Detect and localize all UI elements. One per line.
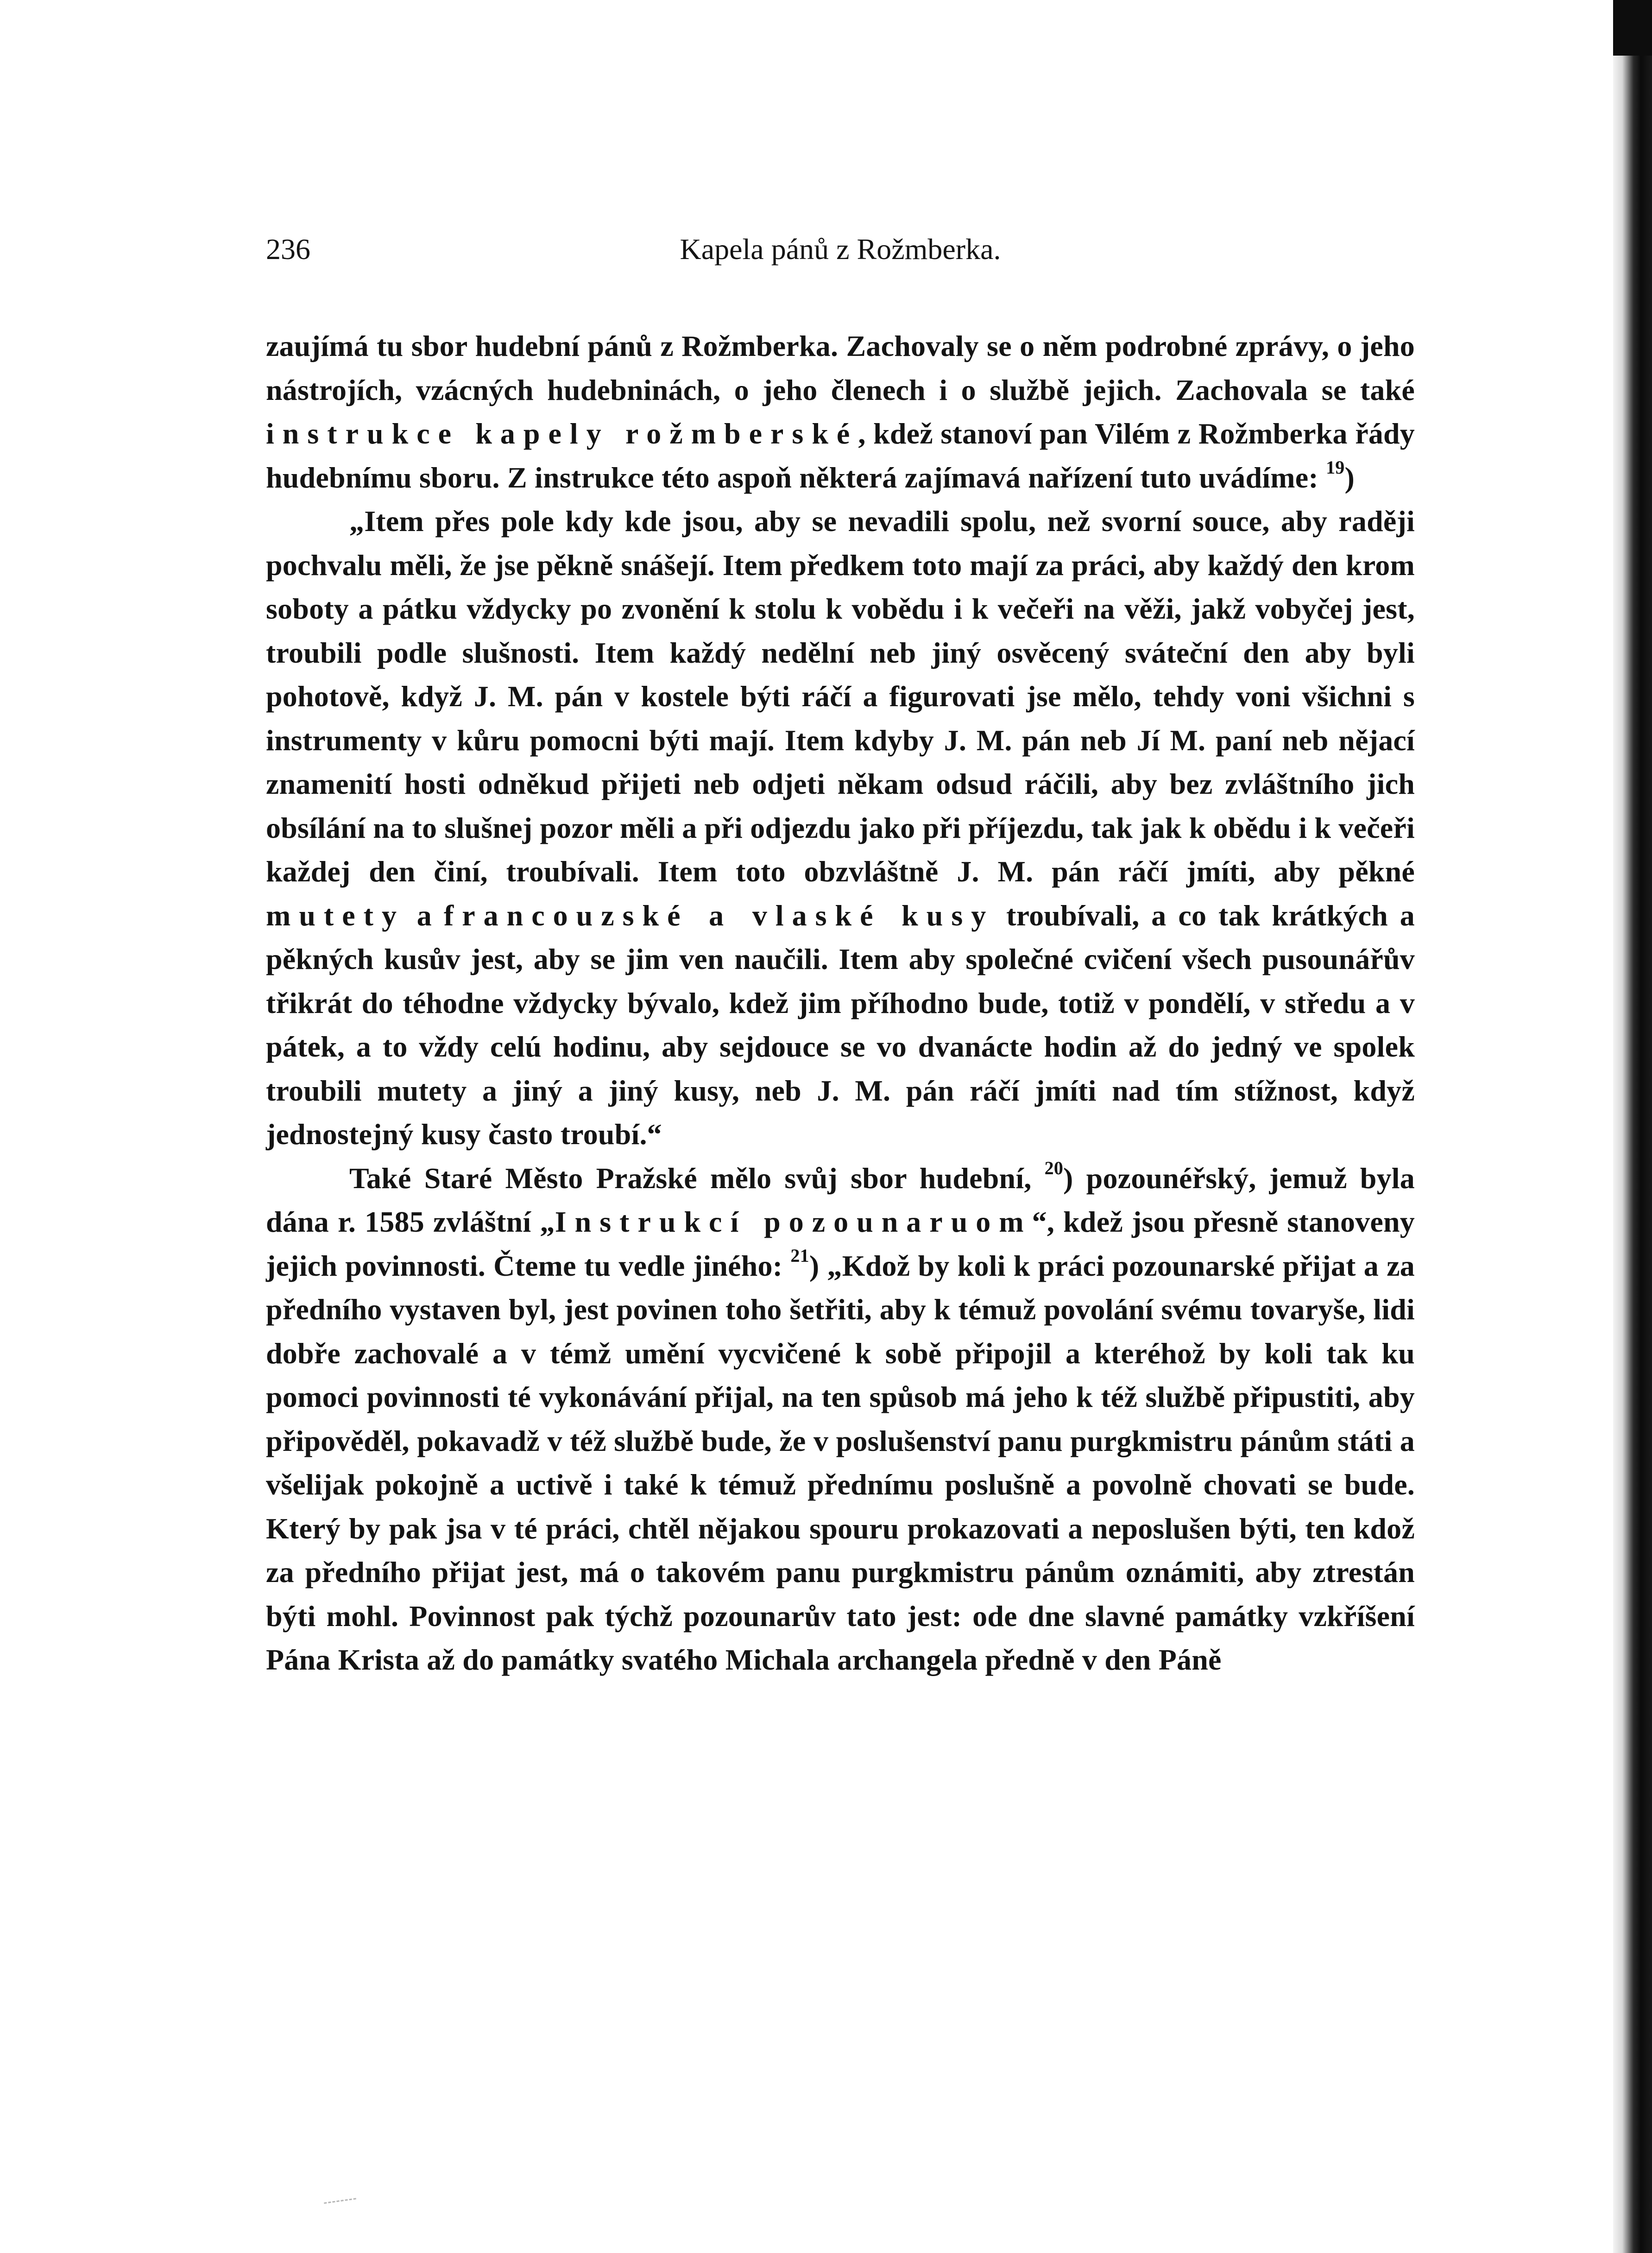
paragraph-3-text-3: “, kdež jsou přesně stanoveny jejich povinnosti. Čteme tu vedle jiného:	[266, 1205, 1415, 1282]
paragraph-2-text-3: troubívali, a co tak krátkých a pěkných kusův jest, aby se jim ven naučili. Item aby společné cvičení všech pusounářův třikrát do téhodne vždycky bývalo, kdež jim příhodno bude, totiž v pondělí, v středu a v pátek, a to vždy celú hodinu, aby sejdouce se vo dvanácte hodin až do jedný ve spolek troubili mutety a jiný a jiný kusy, neb J. M. pán ráčí jmíti nad tím stížnost, když jednostejný kusy často troubí.“	[266, 899, 1415, 1151]
page-number: 236	[266, 233, 310, 266]
paragraph-2-text-1: „Item přes pole kdy kde jsou, aby se nevadili spolu, než svorní souce, aby raději pochvalu měli, že jse pěkně snášejí. Item předkem toto mají za práci, aby každý den krom soboty a pátku vždycky po zvonění k stolu k vobědu i k večeři na věži, jakž vobyčej jest, troubili podle slušnosti. Item každý nedělní neb jiný osvěcený sváteční den aby byli pohotově, když J. M. pán v kostele býti ráčí a figurovati jse mělo, tehdy voni všichni s instrumenty v kůru pomocni býti mají. Item kdyby J. M. pán neb Jí M. paní neb nějací znamenití hosti odněkud přijeti neb odjeti někam odsud ráčili, aby bez zvláštního jich obsílání na to slušnej pozor měli a při odjezdu jako při příjezdu, tak jak k obědu i k večeři každej den činí, troubívali. Item toto obzvláštně J. M. pán ráčí jmíti, aby pěkné	[266, 505, 1415, 888]
paragraph-2-text-2: a	[404, 899, 444, 932]
emphasis-instrukci-pozounaruom: Instrukcí pozounaruom	[555, 1205, 1032, 1238]
footnote-paren-21: )	[809, 1249, 820, 1282]
running-title: Kapela pánů z Rožmberka.	[680, 233, 1001, 266]
running-head	[266, 231, 1415, 268]
page-edge-corner	[1613, 0, 1652, 56]
page-edge-shadow	[1613, 0, 1652, 2253]
body-text	[266, 324, 1415, 1682]
footnote-ref-21: 21	[790, 1245, 809, 1266]
paragraph-1-text-1: zaujímá tu sbor hudební pánů z Rožmberka. Zachovaly se o něm podrobné zprávy, o jeho nástrojích, vzácných hudebninách, o jeho členech i o službě jejich. Zachovala se také	[266, 329, 1415, 406]
ink-smudge	[324, 2198, 357, 2210]
paragraph-2-quote	[266, 500, 1415, 1157]
paragraph-3-text-1: Také Staré Město Pražské mělo svůj sbor hudební,	[349, 1161, 1045, 1195]
paragraph-1-text-2: , kdež stanoví pan Vilém z Rožmberka řády hudebnímu sboru. Z instrukce této aspoň některá zajímavá nařízení tuto uvádíme:	[266, 417, 1415, 494]
footnote-ref-19: 19	[1326, 456, 1345, 478]
footnote-paren-19: )	[1344, 461, 1355, 494]
emphasis-mutety: mutety	[266, 899, 405, 932]
paragraph-3-text-2: pozounéřský, jemuž byla dána r. 1585 zvláštní „	[266, 1161, 1415, 1238]
paragraph-1	[266, 324, 1415, 500]
paragraph-3-text-4: „Kdož by koli k práci pozounarské přijat a za předního vystaven byl, jest povinen toho šetřiti, aby k témuž povolání svému tovaryše, lidi dobře zachovalé a v témž umění vycvičené k sobě připojil a kteréhož by koli tak ku pomoci povinnosti té vykonávání přijal, na ten spůsob má jeho k též službě připustiti, aby připověděl, pokavadž v též službě bude, že v poslušenství panu purgkmistru pánům státi a všelijak pokojně a uctivě i také k témuž přednímu poslušně a povolně chovati se bude. Který by pak jsa v té práci, chtěl nějakou spouru prokazovati a neposlušen býti, ten kdož za předního přijat jest, má o takovém panu purgkmistru pánům oznámiti, aby ztrestán býti mohl. Povinnost pak týchž pozounarův tato jest: ode dne slavné památky vzkříšení Pána Krista až do památky svatého Michala archangela předně v den Páně	[266, 1249, 1415, 1676]
paragraph-3	[266, 1157, 1415, 1682]
emphasis-francouzske-kusy: francouzské a vlaské kusy	[443, 899, 995, 932]
emphasis-instrukce: instrukce kapely rožmberské	[266, 417, 858, 450]
footnote-paren-20: )	[1063, 1161, 1073, 1195]
footnote-ref-20: 20	[1044, 1157, 1064, 1178]
